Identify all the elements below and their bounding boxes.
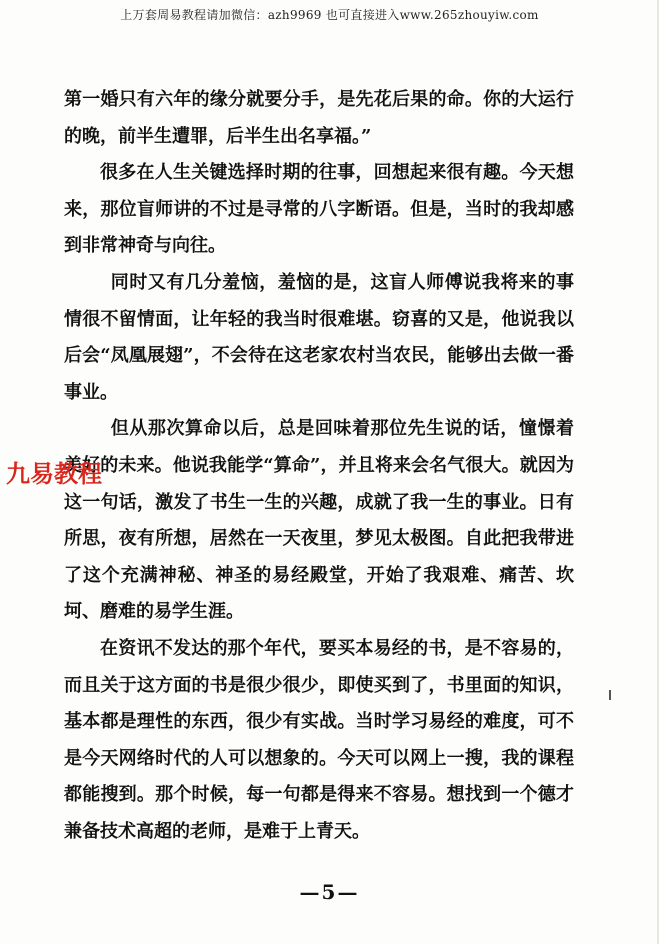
scan-mark (609, 690, 611, 700)
body-text (64, 82, 574, 850)
paragraph-1: 第一婚只有六年的缘分就要分手，是先花后果的命。你的大运行的晚，前半生遭罪，后半生出名享福。” (64, 89, 574, 147)
page-number: —5— (299, 880, 360, 904)
paragraph-4: 但从那次算命以后，总是回味着那位先生说的话，憧憬着美好的未来。他说我能学“算命”，并且将来会名气很大。就因为这一句话，激发了书生一生的兴趣，成就了我一生的事业。日有所思，夜有所想，居然在一天夜里，梦见太极图。自此把我带进了这个充满神秘、神圣的易经殿堂，开始了我艰难、痛苦、坎坷、磨难的易学生涯。 (64, 418, 574, 623)
paragraph-3: 同时又有几分羞恼，羞恼的是，这盲人师傅说我将来的事情很不留情面，让年轻的我当时很难堪。窃喜的又是，他说我以后会“凤凰展翅”，不会待在这老家农村当农民，能够出去做一番事业。 (64, 271, 574, 403)
watermark-logo: 九易教程 (6, 460, 102, 488)
paragraph-2: 很多在人生关键选择时期的往事，回想起来很有趣。今天想来，那位盲师讲的不过是寻常的八字断语。但是，当时的我却感到非常神奇与向往。 (64, 162, 574, 257)
paragraph-5: 在资讯不发达的那个年代，要买本易经的书，是不容易的，而且关于这方面的书是很少很少，即使买到了，书里面的知识，基本都是理性的东西，很少有实战。当时学习易经的难度，可不是今天网络时代的人可以想象的。今天可以网上一搜，我的课程都能搜到。那个时候，每一句都是得来不容易。想找到一个德才兼备技术高超的老师，是难于上青天。 (64, 637, 574, 842)
header-banner: 上万套周易教程请加微信：azh9969 也可直接进入www.265zhouyiw.com (120, 8, 539, 22)
